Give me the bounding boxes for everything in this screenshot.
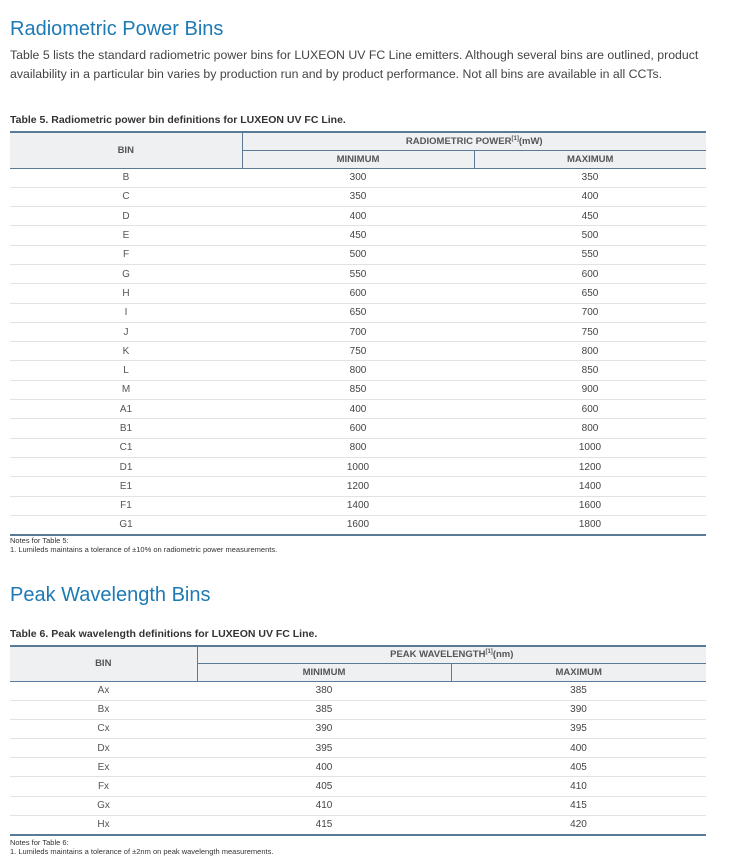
cell-bin: Bx [10, 700, 197, 719]
table6-notes-title: Notes for Table 6: [10, 838, 69, 847]
cell-maximum: 400 [474, 187, 706, 206]
cell-bin: G [10, 264, 242, 283]
cell-maximum: 1600 [474, 496, 706, 515]
cell-maximum: 395 [451, 719, 706, 738]
cell-bin: C1 [10, 438, 242, 457]
table5-header-bin: BIN [10, 132, 242, 168]
cell-maximum: 700 [474, 303, 706, 322]
section-title-radiometric: Radiometric Power Bins [10, 18, 224, 40]
cell-maximum: 410 [451, 777, 706, 796]
table5-notes [10, 536, 277, 554]
table-row [10, 758, 706, 777]
cell-maximum: 600 [474, 400, 706, 419]
cell-minimum: 800 [242, 438, 474, 457]
table6-notes [10, 838, 273, 856]
table-row [10, 515, 706, 534]
cell-minimum: 405 [197, 777, 451, 796]
section-title-peak-wavelength: Peak Wavelength Bins [10, 584, 211, 606]
cell-maximum: 1800 [474, 515, 706, 534]
cell-maximum: 415 [451, 796, 706, 815]
table-row [10, 380, 706, 399]
cell-maximum: 650 [474, 284, 706, 303]
table5-radiometric-power [10, 131, 706, 536]
cell-minimum: 385 [197, 700, 451, 719]
cell-bin: H [10, 284, 242, 303]
cell-bin: Ex [10, 758, 197, 777]
cell-minimum: 380 [197, 681, 451, 700]
table-row [10, 700, 706, 719]
cell-minimum: 1400 [242, 496, 474, 515]
table-row [10, 739, 706, 758]
cell-minimum: 1600 [242, 515, 474, 534]
cell-bin: D1 [10, 457, 242, 476]
cell-maximum: 405 [451, 758, 706, 777]
table5-body [10, 168, 706, 535]
cell-maximum: 400 [451, 739, 706, 758]
cell-minimum: 750 [242, 342, 474, 361]
table-row [10, 168, 706, 187]
cell-minimum: 400 [242, 400, 474, 419]
cell-bin: M [10, 380, 242, 399]
cell-bin: G1 [10, 515, 242, 534]
cell-bin: Gx [10, 796, 197, 815]
cell-maximum: 600 [474, 264, 706, 283]
cell-minimum: 450 [242, 226, 474, 245]
cell-bin: Hx [10, 815, 197, 834]
cell-minimum: 850 [242, 380, 474, 399]
cell-minimum: 500 [242, 245, 474, 264]
cell-bin: I [10, 303, 242, 322]
cell-bin: K [10, 342, 242, 361]
cell-minimum: 700 [242, 322, 474, 341]
cell-bin: Cx [10, 719, 197, 738]
cell-bin: Ax [10, 681, 197, 700]
cell-minimum: 800 [242, 361, 474, 380]
cell-minimum: 350 [242, 187, 474, 206]
cell-minimum: 1000 [242, 457, 474, 476]
table-row [10, 438, 706, 457]
table-row [10, 322, 706, 341]
cell-bin: E [10, 226, 242, 245]
cell-maximum: 1000 [474, 438, 706, 457]
table-row [10, 245, 706, 264]
cell-minimum: 415 [197, 815, 451, 834]
cell-minimum: 550 [242, 264, 474, 283]
table-row [10, 226, 706, 245]
table-row [10, 207, 706, 226]
cell-minimum: 410 [197, 796, 451, 815]
table-row [10, 796, 706, 815]
table-row [10, 477, 706, 496]
intro-paragraph: Table 5 lists the standard radiometric power bins for LUXEON UV FC Line emitters. Although several bins are outlined, product availability in a particular bin varies by production run and by product performance. Not all bins are available in all CCTs. [10, 48, 699, 81]
cell-bin: D [10, 207, 242, 226]
cell-bin: B [10, 168, 242, 187]
cell-minimum: 300 [242, 168, 474, 187]
cell-maximum: 800 [474, 419, 706, 438]
cell-maximum: 800 [474, 342, 706, 361]
table5-header-maximum: MAXIMUM [474, 150, 706, 168]
table5-header-minimum: MINIMUM [242, 150, 474, 168]
table6-header-minimum: MINIMUM [197, 663, 451, 681]
cell-minimum: 390 [197, 719, 451, 738]
cell-maximum: 900 [474, 380, 706, 399]
table-row [10, 719, 706, 738]
table6-peak-wavelength [10, 645, 706, 836]
table5-note-1: 1. Lumileds maintains a tolerance of ±10% on radiometric power measurements. [10, 545, 278, 554]
table-row [10, 284, 706, 303]
cell-maximum: 420 [451, 815, 706, 834]
table6-header-group: PEAK WAVELENGTH[1](nm) [197, 646, 706, 663]
cell-bin: Fx [10, 777, 197, 796]
cell-minimum: 400 [197, 758, 451, 777]
table-row [10, 419, 706, 438]
table5-caption: Table 5. Radiometric power bin definitions for LUXEON UV FC Line. [10, 114, 346, 126]
table-row [10, 457, 706, 476]
cell-bin: F1 [10, 496, 242, 515]
cell-bin: F [10, 245, 242, 264]
cell-maximum: 390 [451, 700, 706, 719]
table-row [10, 496, 706, 515]
cell-maximum: 850 [474, 361, 706, 380]
cell-bin: C [10, 187, 242, 206]
table6-note-1: 1. Lumileds maintains a tolerance of ±2nm on peak wavelength measurements. [10, 847, 274, 856]
cell-bin: L [10, 361, 242, 380]
table5-header-group: RADIOMETRIC POWER[1](mW) [242, 132, 706, 150]
cell-maximum: 450 [474, 207, 706, 226]
cell-maximum: 550 [474, 245, 706, 264]
table-row [10, 400, 706, 419]
cell-bin: J [10, 322, 242, 341]
cell-minimum: 600 [242, 284, 474, 303]
table-row [10, 342, 706, 361]
table-row [10, 303, 706, 322]
cell-bin: A1 [10, 400, 242, 419]
cell-bin: E1 [10, 477, 242, 496]
cell-maximum: 500 [474, 226, 706, 245]
cell-minimum: 395 [197, 739, 451, 758]
table6-caption: Table 6. Peak wavelength definitions for LUXEON UV FC Line. [10, 628, 318, 640]
table-row [10, 187, 706, 206]
cell-maximum: 1400 [474, 477, 706, 496]
cell-maximum: 385 [451, 681, 706, 700]
table-row [10, 681, 706, 700]
table5-notes-title: Notes for Table 5: [10, 536, 69, 545]
cell-maximum: 350 [474, 168, 706, 187]
table-row [10, 815, 706, 834]
cell-maximum: 1200 [474, 457, 706, 476]
cell-minimum: 1200 [242, 477, 474, 496]
table6-header-maximum: MAXIMUM [451, 663, 706, 681]
table-row [10, 264, 706, 283]
cell-minimum: 650 [242, 303, 474, 322]
table6-body [10, 681, 706, 835]
table6-header-bin: BIN [10, 646, 197, 681]
cell-bin: B1 [10, 419, 242, 438]
table-row [10, 777, 706, 796]
table-row [10, 361, 706, 380]
cell-maximum: 750 [474, 322, 706, 341]
cell-minimum: 400 [242, 207, 474, 226]
cell-bin: Dx [10, 739, 197, 758]
cell-minimum: 600 [242, 419, 474, 438]
